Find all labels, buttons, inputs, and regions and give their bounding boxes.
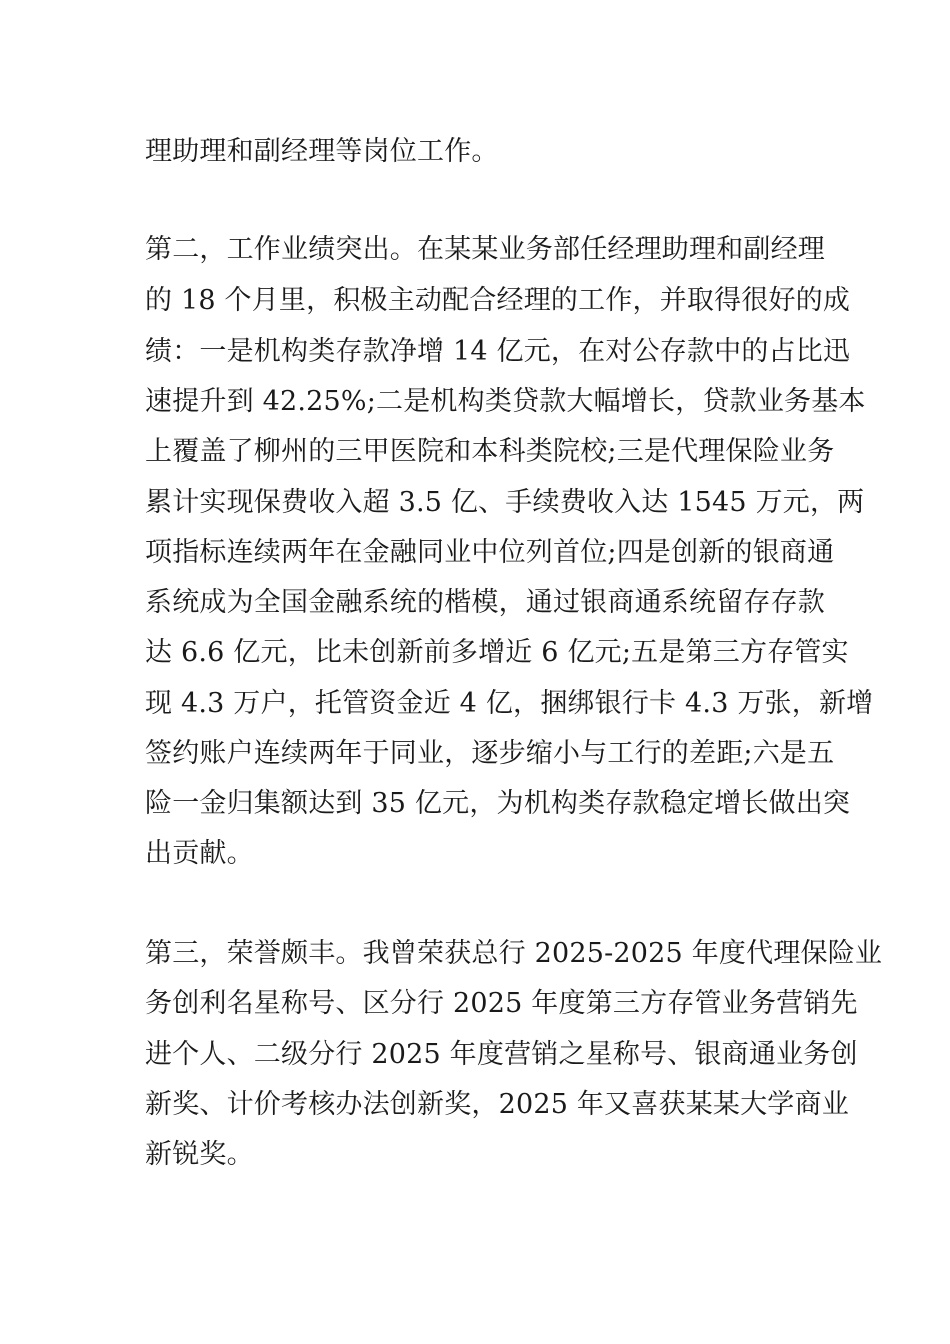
paragraph-2-line-9: 达 6.6 亿元，比未创新前多增近 6 亿元;五是第三方存管实 bbox=[145, 637, 849, 668]
paragraph-3-line-3: 进个人、二级分行 2025 年度营销之星称号、银商通业务创 bbox=[145, 1039, 858, 1070]
paragraph-2-line-4: 速提升到 42.25%;二是机构类贷款大幅增长，贷款业务基本 bbox=[145, 386, 866, 417]
paragraph-2-line-3: 绩：一是机构类存款净增 14 亿元，在对公存款中的占比迅 bbox=[145, 336, 851, 367]
paragraph-3-line-4: 新奖、计价考核办法创新奖，2025 年又喜获某某大学商业 bbox=[145, 1089, 849, 1120]
paragraph-2-line-8: 系统成为全国金融系统的楷模，通过银商通系统留存存款 bbox=[145, 587, 825, 618]
paragraph-3-line-5: 新锐奖。 bbox=[145, 1139, 254, 1170]
paragraph-2-line-1: 第二，工作业绩突出。在某某业务部任经理助理和副经理 bbox=[145, 234, 825, 265]
paragraph-2-line-12: 险一金归集额达到 35 亿元，为机构类存款稳定增长做出突 bbox=[145, 788, 851, 819]
paragraph-1-line-1: 理助理和副经理等岗位工作。 bbox=[145, 136, 499, 167]
paragraph-2-line-13: 出贡献。 bbox=[145, 838, 254, 869]
paragraph-3-line-1: 第三，荣誉颇丰。我曾荣获总行 2025-2025 年度代理保险业 bbox=[145, 938, 883, 969]
paragraph-2-line-11: 签约账户连续两年于同业，逐步缩小与工行的差距;六是五 bbox=[145, 738, 835, 769]
paragraph-3-line-2: 务创利名星称号、区分行 2025 年度第三方存管业务营销先 bbox=[145, 988, 858, 1019]
paragraph-2-line-2: 的 18 个月里，积极主动配合经理的工作，并取得很好的成 bbox=[145, 285, 851, 316]
paragraph-2-line-7: 项指标连续两年在金融同业中位列首位;四是创新的银商通 bbox=[145, 537, 835, 568]
paragraph-2-line-5: 上覆盖了柳州的三甲医院和本科类院校;三是代理保险业务 bbox=[145, 436, 835, 467]
paragraph-2-line-10: 现 4.3 万户，托管资金近 4 亿，捆绑银行卡 4.3 万张，新增 bbox=[145, 688, 874, 719]
paragraph-2-line-6: 累计实现保费收入超 3.5 亿、手续费收入达 1545 万元，两 bbox=[145, 487, 865, 518]
